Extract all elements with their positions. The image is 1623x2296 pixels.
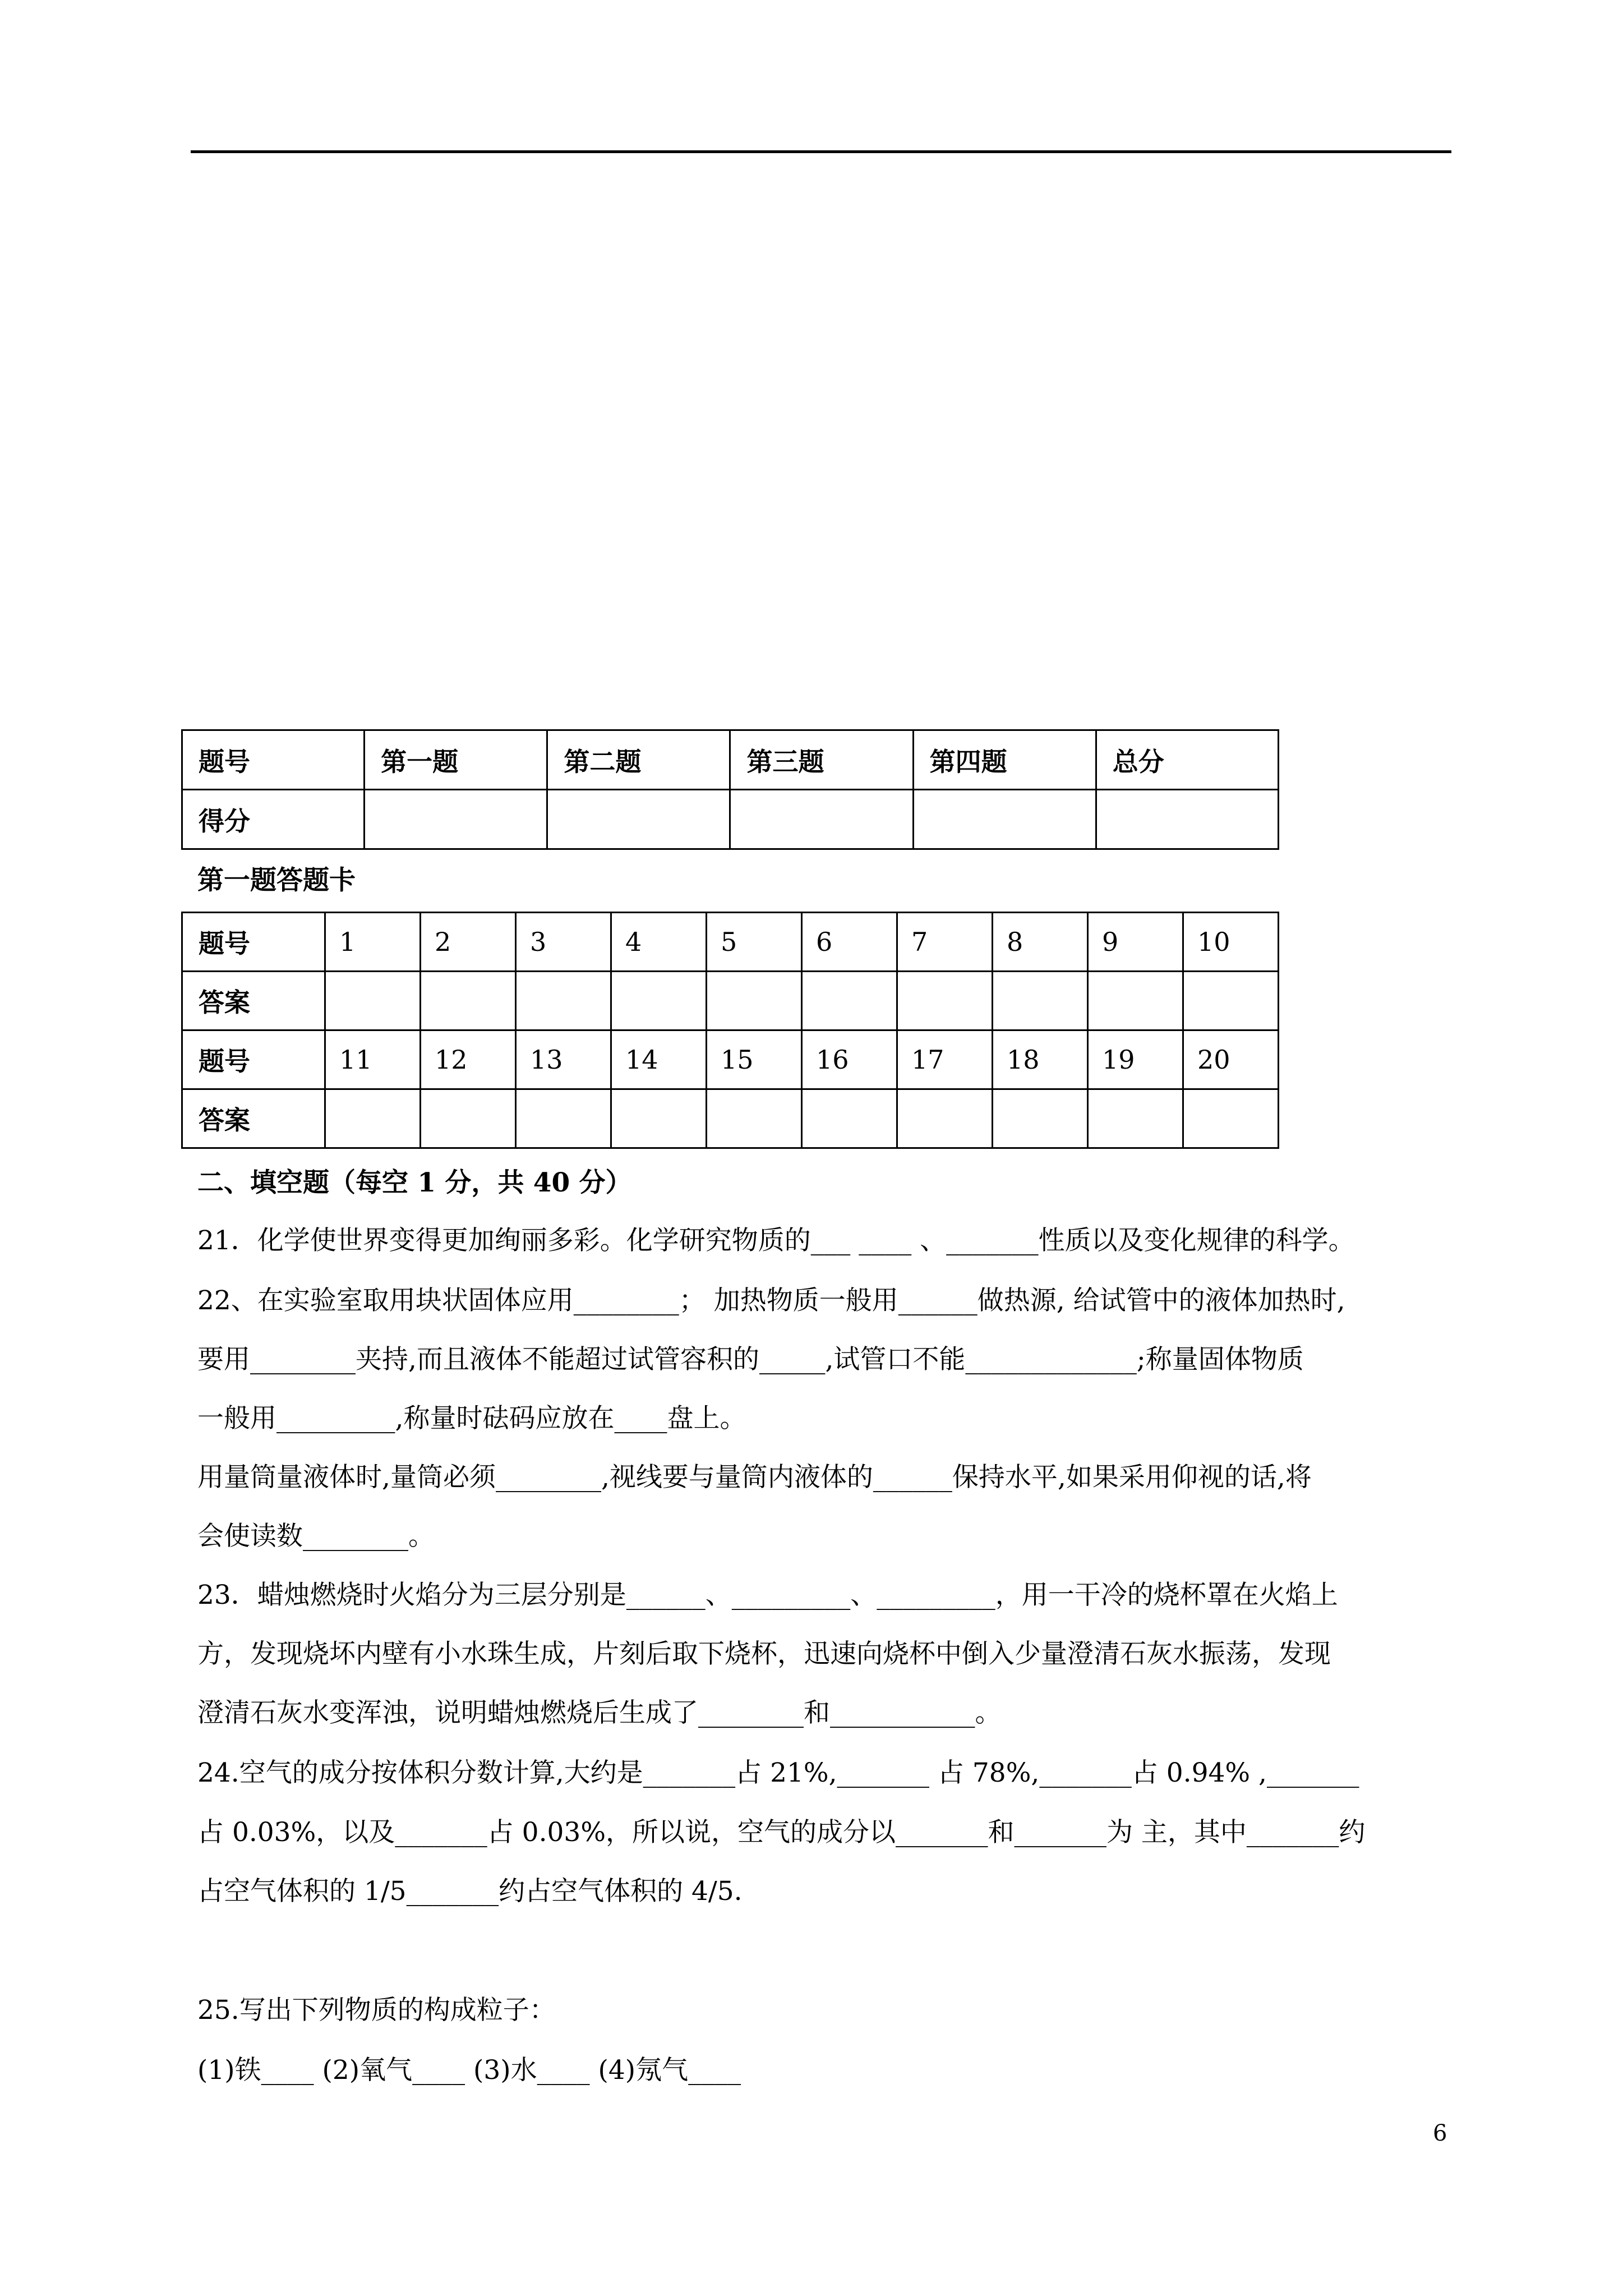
question-22-line-5: 会使读数________。	[197, 1521, 435, 1552]
answer-cell[interactable]	[516, 972, 611, 1030]
question-21: 21．化学使世界变得更加绚丽多彩。化学研究物质的___ ____ 、_______性质以及变化规律的科学。	[197, 1225, 1355, 1256]
card-row-label: 题号	[182, 913, 325, 972]
question-number: 11	[325, 1030, 421, 1089]
answer-cell[interactable]	[1183, 1089, 1279, 1148]
answer-cell[interactable]	[1088, 1089, 1183, 1148]
score-header-cell: 总分	[1096, 730, 1278, 790]
answer-cell[interactable]	[897, 1089, 993, 1148]
question-number: 15	[707, 1030, 802, 1089]
section-title: 二、填空题（每空 1 分，共 40 分）	[197, 1167, 632, 1198]
score-row-label: 得分	[182, 790, 365, 849]
question-number: 5	[707, 913, 802, 972]
question-number: 10	[1183, 913, 1279, 972]
answer-cell[interactable]	[993, 972, 1088, 1030]
question-22-line-2: 要用________夹持,而且液体不能超过试管容积的_____,试管口不能_____________;称量固体物质	[197, 1344, 1304, 1375]
answer-cell[interactable]	[802, 1089, 897, 1148]
table-row	[182, 790, 1279, 849]
answer-card-table	[181, 912, 1279, 1149]
answer-cell[interactable]	[897, 972, 993, 1030]
question-number: 6	[802, 913, 897, 972]
answer-cell[interactable]	[802, 972, 897, 1030]
answer-cell[interactable]	[707, 972, 802, 1030]
question-number: 16	[802, 1030, 897, 1089]
question-24-line-1: 24.空气的成分按体积分数计算,大约是_______占 21%,_______ 占 78%,_______占 0.94% ,_______	[197, 1757, 1359, 1788]
score-header-cell: 第三题	[730, 730, 913, 790]
answer-cell[interactable]	[421, 972, 516, 1030]
table-row	[182, 1089, 1279, 1148]
table-row	[182, 1030, 1279, 1089]
question-24-line-3: 占空气体积的 1/5_______约占空气体积的 4/5.	[197, 1876, 743, 1907]
answer-cell[interactable]	[1088, 972, 1183, 1030]
question-number: 19	[1088, 1030, 1183, 1089]
answer-cell[interactable]	[325, 972, 421, 1030]
table-row	[182, 913, 1279, 972]
question-number: 7	[897, 913, 993, 972]
score-cell[interactable]	[1096, 790, 1278, 849]
answer-cell[interactable]	[516, 1089, 611, 1148]
score-cell[interactable]	[913, 790, 1096, 849]
score-header-cell: 第一题	[365, 730, 547, 790]
answer-cell[interactable]	[1183, 972, 1279, 1030]
question-22-line-4: 用量筒量液体时,量筒必须________,视线要与量筒内液体的______保持水平,如果采用仰视的话,将	[197, 1462, 1312, 1493]
question-number: 12	[421, 1030, 516, 1089]
answer-cell[interactable]	[421, 1089, 516, 1148]
question-22-line-3: 一般用_________,称量时砝码应放在____盘上。	[197, 1403, 746, 1434]
table-row	[182, 972, 1279, 1030]
score-cell[interactable]	[547, 790, 730, 849]
question-23-line-2: 方，发现烧坏内壁有小水珠生成，片刻后取下烧杯，迅速向烧杯中倒入少量澄清石灰水振荡，发现	[197, 1639, 1331, 1669]
question-number: 4	[611, 913, 707, 972]
question-number: 9	[1088, 913, 1183, 972]
card-row-label: 答案	[182, 972, 325, 1030]
score-table	[181, 729, 1279, 850]
answer-cell[interactable]	[325, 1089, 421, 1148]
card-row-label: 题号	[182, 1030, 325, 1089]
answer-cell[interactable]	[611, 972, 707, 1030]
score-cell[interactable]	[365, 790, 547, 849]
answer-cell[interactable]	[707, 1089, 802, 1148]
score-cell[interactable]	[730, 790, 913, 849]
question-25-title: 25.写出下列物质的构成粒子：	[197, 1995, 556, 2026]
question-23-line-3: 澄清石灰水变浑浊，说明蜡烛燃烧后生成了________和___________。	[197, 1697, 1002, 1728]
question-number: 17	[897, 1030, 993, 1089]
question-number: 3	[516, 913, 611, 972]
answer-cell[interactable]	[611, 1089, 707, 1148]
question-25-items: (1)铁____ (2)氧气____ (3)水____ (4)氖气____	[197, 2055, 741, 2086]
question-number: 18	[993, 1030, 1088, 1089]
question-number: 14	[611, 1030, 707, 1089]
question-number: 1	[325, 913, 421, 972]
answer-card-title: 第一题答题卡	[197, 865, 356, 896]
question-23-line-1: 23．蜡烛燃烧时火焰分为三层分别是______、_________、_________，用一干冷的烧杯罩在火焰上	[197, 1580, 1338, 1611]
page-number: 6	[1433, 2120, 1447, 2146]
answer-cell[interactable]	[993, 1089, 1088, 1148]
question-22-line-1: 22、在实验室取用块状固体应用________； 加热物质一般用______做热源, 给试管中的液体加热时,	[197, 1285, 1345, 1316]
score-header-cell: 第二题	[547, 730, 730, 790]
question-number: 8	[993, 913, 1088, 972]
table-row	[182, 730, 1279, 790]
score-header-cell: 第四题	[913, 730, 1096, 790]
question-number: 20	[1183, 1030, 1279, 1089]
question-number: 13	[516, 1030, 611, 1089]
question-24-line-2: 占 0.03%，以及_______占 0.03%，所以说，空气的成分以_______和_______为 主，其中_______约	[197, 1817, 1366, 1848]
question-number: 2	[421, 913, 516, 972]
score-header-cell: 题号	[182, 730, 365, 790]
header-rule	[191, 150, 1451, 153]
card-row-label: 答案	[182, 1089, 325, 1148]
